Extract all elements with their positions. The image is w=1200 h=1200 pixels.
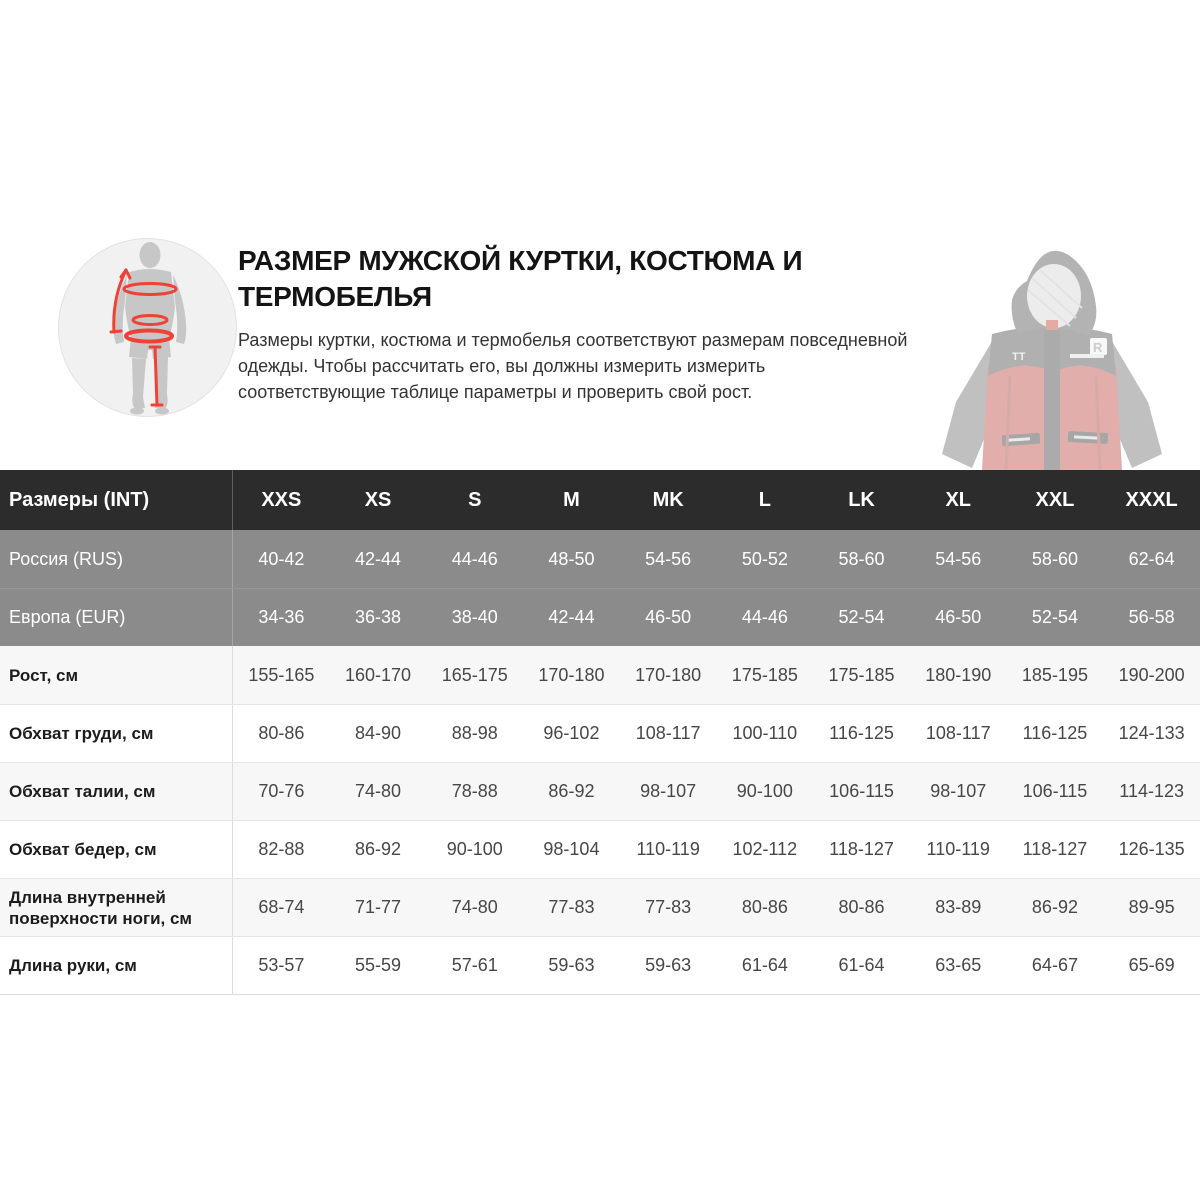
size-value-cell: 46-50 xyxy=(935,607,982,627)
size-header-xxxl: XXXL xyxy=(1125,488,1178,511)
size-value-cell: 56-58 xyxy=(1128,607,1175,627)
size-value-cell: 180-190 xyxy=(925,664,992,685)
size-value-cell: 185-195 xyxy=(1021,664,1088,685)
page-title-line2: ТЕРМОБЕЛЬЯ xyxy=(238,281,432,312)
size-value-cell: 70-76 xyxy=(258,781,305,801)
size-value-cell: 126-135 xyxy=(1118,839,1185,859)
size-value-cell: 170-180 xyxy=(538,664,605,685)
size-value-cell: 165-175 xyxy=(441,664,508,685)
body-measure-diagram-svg xyxy=(57,237,238,418)
size-value-cell: 52-54 xyxy=(1031,607,1078,627)
table-header-label: Размеры (INT) xyxy=(0,470,233,530)
jacket-image xyxy=(932,226,1172,470)
size-value-cell: 71-77 xyxy=(355,897,402,917)
size-value-cell: 110-119 xyxy=(926,839,990,859)
size-value-cell: 108-117 xyxy=(635,723,701,743)
size-header-mk: MK xyxy=(652,488,684,511)
page-title-line1: РАЗМЕР МУЖСКОЙ КУРТКИ, КОСТЮМА И xyxy=(238,245,803,276)
body-measure-icon xyxy=(57,237,238,418)
size-value-cell: 118-127 xyxy=(1022,839,1088,859)
row-label: Обхват груди, см xyxy=(0,705,233,762)
size-value-cell: 86-92 xyxy=(355,839,402,859)
size-value-cell: 54-56 xyxy=(935,548,982,569)
size-value-cell: 175-185 xyxy=(731,664,798,685)
size-value-cell: 61-64 xyxy=(741,955,788,975)
size-value-cell: 58-60 xyxy=(838,548,885,569)
row-label: Европа (EUR) xyxy=(0,589,233,646)
table-row xyxy=(0,588,1200,646)
size-value-cell: 106-115 xyxy=(1022,781,1088,801)
svg-text:TT: TT xyxy=(1012,351,1026,363)
table-row xyxy=(0,704,1200,762)
size-value-cell: 116-125 xyxy=(829,723,894,743)
size-value-cell: 44-46 xyxy=(451,548,498,569)
size-value-cell: 116-125 xyxy=(1022,723,1088,743)
size-value-cell: 74-80 xyxy=(451,897,498,917)
size-value-cell: 46-50 xyxy=(645,607,692,627)
size-value-cell: 80-86 xyxy=(741,897,788,917)
size-value-cell: 80-86 xyxy=(258,723,305,743)
size-value-cell: 84-90 xyxy=(355,723,402,743)
row-label: Обхват бедер, см xyxy=(0,821,233,878)
size-value-cell: 96-102 xyxy=(543,723,600,743)
row-label: Длина внутренней поверхности ноги, см xyxy=(0,879,233,936)
table-row xyxy=(0,936,1200,994)
size-header-xl: XL xyxy=(945,488,972,511)
size-value-cell: 86-92 xyxy=(1031,897,1078,917)
size-value-cell: 98-104 xyxy=(543,839,600,859)
size-value-cell: 52-54 xyxy=(838,607,885,627)
size-value-cell: 80-86 xyxy=(838,897,885,917)
table-row xyxy=(0,820,1200,878)
size-value-cell: 53-57 xyxy=(258,955,305,975)
size-value-cell: 68-74 xyxy=(258,897,305,917)
size-value-cell: 82-88 xyxy=(258,839,305,859)
size-value-cell: 54-56 xyxy=(645,548,692,569)
table-header-row xyxy=(0,470,1200,530)
table-row xyxy=(0,762,1200,820)
size-value-cell: 59-63 xyxy=(645,955,692,975)
size-value-cell: 98-107 xyxy=(930,781,987,801)
size-value-cell: 83-89 xyxy=(935,897,982,917)
size-header-l: L xyxy=(758,488,771,511)
size-value-cell: 86-92 xyxy=(548,781,595,801)
size-value-cell: 110-119 xyxy=(636,839,700,859)
size-value-cell: 36-38 xyxy=(355,607,402,627)
size-value-cell: 40-42 xyxy=(258,548,305,569)
size-value-cell: 63-65 xyxy=(935,955,982,975)
size-value-cell: 42-44 xyxy=(355,548,402,569)
size-header-xs: XS xyxy=(364,488,392,511)
size-value-cell: 77-83 xyxy=(645,897,692,917)
size-table xyxy=(0,470,1200,995)
size-value-cell: 170-180 xyxy=(635,664,702,685)
row-label: Рост, см xyxy=(0,646,233,704)
size-value-cell: 114-123 xyxy=(1119,781,1184,801)
size-value-cell: 61-64 xyxy=(838,955,885,975)
size-value-cell: 124-133 xyxy=(1118,723,1185,743)
table-row xyxy=(0,878,1200,936)
size-header-s: S xyxy=(468,488,482,511)
size-value-cell: 155-165 xyxy=(248,664,315,685)
size-table-body xyxy=(0,530,1200,994)
size-value-cell: 34-36 xyxy=(258,607,305,627)
size-value-cell: 59-63 xyxy=(548,955,595,975)
size-value-cell: 118-127 xyxy=(829,839,894,859)
size-value-cell: 44-46 xyxy=(741,607,788,627)
size-header-xxl: XXL xyxy=(1035,488,1075,511)
size-value-cell: 106-115 xyxy=(829,781,894,801)
size-value-cell: 175-185 xyxy=(828,664,895,685)
size-header-lk: LK xyxy=(848,488,875,511)
row-label: Обхват талии, см xyxy=(0,763,233,820)
svg-text:R: R xyxy=(1093,340,1103,355)
size-value-cell: 48-50 xyxy=(548,548,595,569)
table-row xyxy=(0,530,1200,588)
size-value-cell: 98-107 xyxy=(640,781,697,801)
size-value-cell: 65-69 xyxy=(1128,955,1175,975)
size-value-cell: 102-112 xyxy=(732,839,798,859)
size-value-cell: 78-88 xyxy=(451,781,498,801)
size-value-cell: 42-44 xyxy=(548,607,595,627)
jacket-illustration-svg xyxy=(932,226,1172,470)
size-value-cell: 50-52 xyxy=(741,548,788,569)
size-value-cell: 58-60 xyxy=(1031,548,1078,569)
size-value-cell: 57-61 xyxy=(451,955,498,975)
size-value-cell: 88-98 xyxy=(451,723,498,743)
size-value-cell: 90-100 xyxy=(736,781,793,801)
size-value-cell: 62-64 xyxy=(1128,548,1175,569)
size-value-cell: 89-95 xyxy=(1128,897,1175,917)
page-description: Размеры куртки, костюма и термобелья соответствуют размерам повседневной одежды. Чтобы рассчитать его, вы должны измерить измерить соответствующие таблице параметры и проверить свой рост. xyxy=(238,330,908,402)
size-value-cell: 38-40 xyxy=(451,607,498,627)
size-value-cell: 190-200 xyxy=(1118,664,1185,685)
size-value-cell: 160-170 xyxy=(345,664,412,685)
row-label: Длина руки, см xyxy=(0,937,233,994)
size-value-cell: 108-117 xyxy=(925,723,991,743)
page-title xyxy=(238,243,938,315)
size-value-cell: 64-67 xyxy=(1031,955,1078,975)
size-header-xxs: XXS xyxy=(261,488,302,511)
size-value-cell: 100-110 xyxy=(732,723,798,743)
size-header-m: M xyxy=(563,488,580,511)
table-row xyxy=(0,646,1200,704)
intro-section xyxy=(238,243,938,405)
size-value-cell: 55-59 xyxy=(355,955,402,975)
size-value-cell: 90-100 xyxy=(446,839,503,859)
row-label: Россия (RUS) xyxy=(0,530,233,588)
size-value-cell: 74-80 xyxy=(355,781,402,801)
size-value-cell: 77-83 xyxy=(548,897,595,917)
